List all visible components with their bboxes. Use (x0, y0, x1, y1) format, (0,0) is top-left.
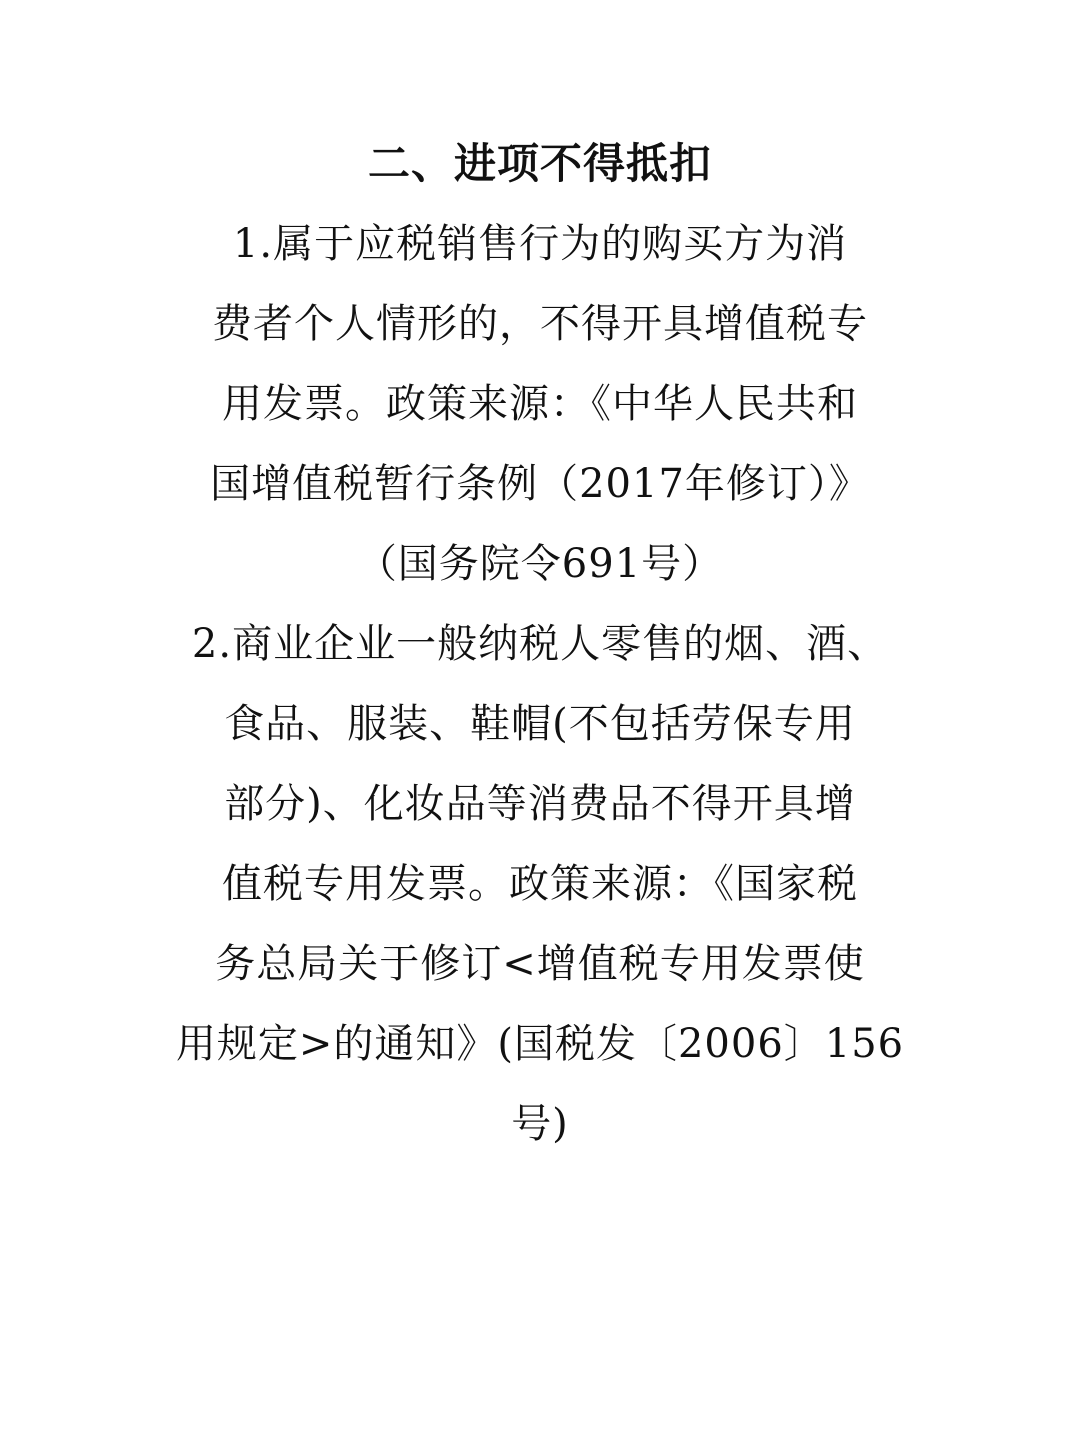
body-line: 务总局关于修订<增值税专用发票使 (215, 941, 865, 987)
body-line: 食品、服装、鞋帽(不包括劳保专用 (224, 701, 856, 747)
body-line: 1.属于应税销售行为的购买方为消 (232, 221, 848, 267)
body-line: 用发票。政策来源：《中华人民共和 (222, 381, 858, 427)
body-line: 值税专用发票。政策来源：《国家税 (222, 861, 858, 907)
body-line: 费者个人情形的，不得开具增值税专 (212, 301, 868, 347)
body-line: 用规定>的通知》(国税发〔2006〕156 (175, 1021, 905, 1067)
section-title: 二、进项不得抵扣 (367, 139, 712, 188)
body-line: （国务院令691号） (356, 541, 724, 587)
body-line: 号) (511, 1101, 569, 1147)
body-line: 部分)、化妆品等消费品不得开具增 (224, 781, 856, 827)
body-line: 2.商业企业一般纳税人零售的烟、酒、 (191, 621, 889, 667)
body-line: 国增值税暂行条例（2017年修订）》 (210, 461, 870, 507)
